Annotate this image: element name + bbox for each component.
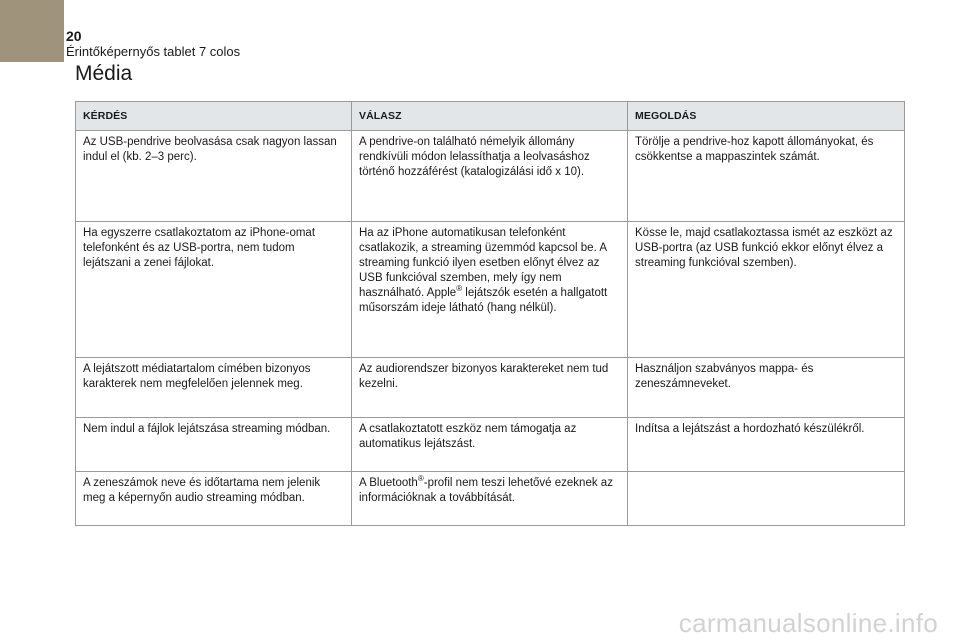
question-cell: Az USB-pendrive beolvasása csak nagyon lassan indul el (kb. 2–3 perc). xyxy=(76,131,352,222)
answer-cell xyxy=(352,222,628,358)
column-header-question: KÉRDÉS xyxy=(76,102,352,131)
column-header-solution: MEGOLDÁS xyxy=(628,102,905,131)
solution-cell: Törölje a pendrive-hoz kapott állományokat, és csökkentse a mappaszintek számát. xyxy=(628,131,905,222)
table-row xyxy=(76,418,905,472)
answer-text-part: lejátszók esetén a hallgatott műsorszám ideje látható (hang nélkül). xyxy=(359,287,608,314)
registered-mark: ® xyxy=(456,284,463,294)
solution-cell xyxy=(628,472,905,526)
chapter-title: Érintőképernyős tablet 7 colos xyxy=(66,44,241,59)
table-row xyxy=(76,131,905,222)
registered-mark: ® xyxy=(417,474,424,484)
question-cell: Nem indul a fájlok lejátszása streaming módban. xyxy=(76,418,352,472)
solution-cell: Használjon szabványos mappa- és zeneszámneveket. xyxy=(628,358,905,418)
page-number: 20 xyxy=(66,28,82,44)
answer-cell: A pendrive-on található némelyik állomány rendkívüli módon lelassíthatja a leolvasáshoz történő hozzáférést (katalogizálási idő x 10). xyxy=(352,131,628,222)
table-row xyxy=(76,472,905,526)
table-header-row xyxy=(76,102,905,131)
answer-cell: A csatlakoztatott eszköz nem támogatja az automatikus lejátszást. xyxy=(352,418,628,472)
table-row xyxy=(76,358,905,418)
watermark: carmanualsonline.info xyxy=(678,608,938,638)
answer-text-part: A Bluetooth xyxy=(359,477,418,489)
solution-cell: Indítsa a lejátszást a hordozható készülékről. xyxy=(628,418,905,472)
question-cell: A zeneszámok neve és időtartama nem jelenik meg a képernyőn audio streaming módban. xyxy=(76,472,352,526)
section-title: Média xyxy=(75,62,133,85)
table-row xyxy=(76,222,905,358)
answer-text-part: Ha az iPhone automatikusan telefonként csatlakozik, a streaming üzemmód kapcsol be. A streaming funkció ilyen esetben előnyt élvez az USB funkcióval szemben, mely így nem használható. Apple xyxy=(359,227,607,299)
solution-cell: Kösse le, majd csatlakoztassa ismét az eszközt az USB-portra (az USB funkció ekkor előnyt élvez a streaming funkcióval szemben). xyxy=(628,222,905,358)
question-cell: A lejátszott médiatartalom címében bizonyos karakterek nem megfelelően jelennek meg. xyxy=(76,358,352,418)
column-header-answer: VÁLASZ xyxy=(352,102,628,131)
chapter-color-tab xyxy=(0,0,64,62)
answer-text-part: -profil nem teszi lehetővé ezeknek az információknak a továbbítását. xyxy=(359,477,613,504)
troubleshooting-table xyxy=(75,101,905,526)
answer-cell xyxy=(352,472,628,526)
answer-cell: Az audiorendszer bizonyos karaktereket nem tud kezelni. xyxy=(352,358,628,418)
question-cell: Ha egyszerre csatlakoztatom az iPhone-omat telefonként és az USB-portra, nem tudom lejátszani a zenei fájlokat. xyxy=(76,222,352,358)
